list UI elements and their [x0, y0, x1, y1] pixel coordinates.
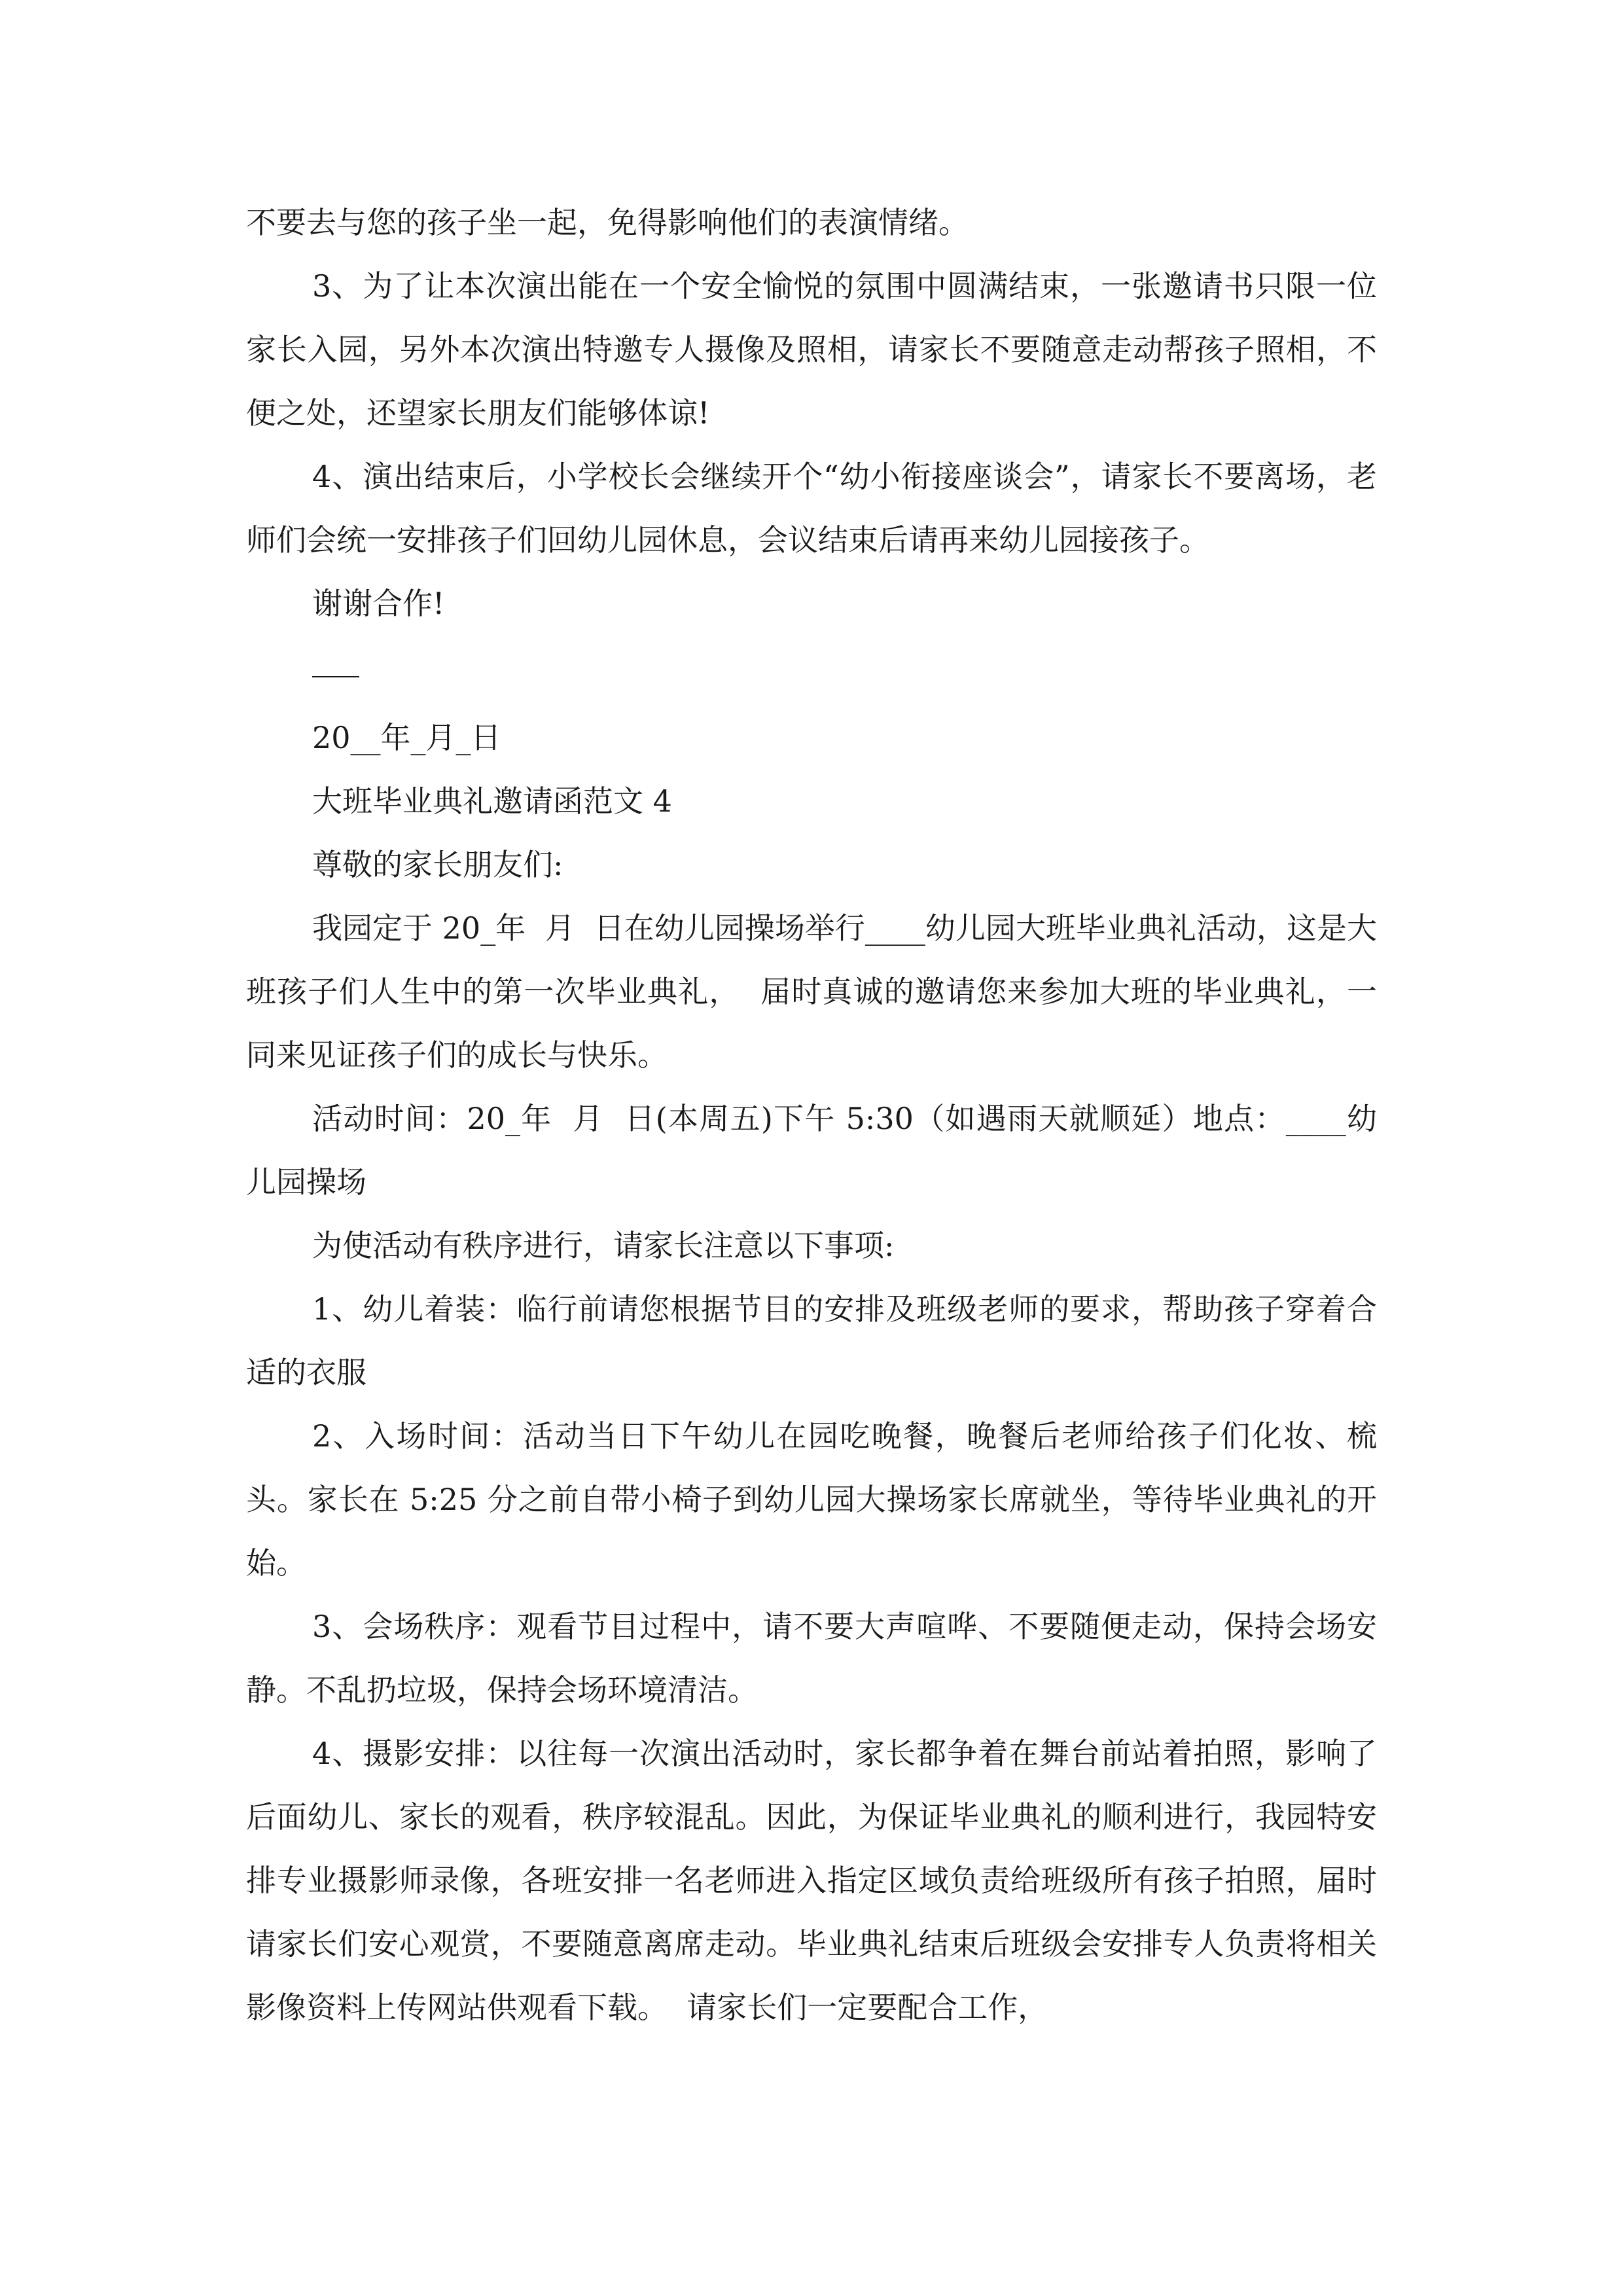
body-item-2: 2、入场时间：活动当日下午幼儿在园吃晚餐，晚餐后老师给孩子们化妆、梳头。家长在 5:25 分之前自带小椅子到幼儿园大操场家长席就坐，等待毕业典礼的开始。 [246, 1418, 1377, 1581]
body-intro: 我园定于 20_年 月 日在幼儿园操场举行____幼儿园大班毕业典礼活动，这是大班孩子们人生中的第一次毕业典礼， 届时真诚的邀请您来参加大班的毕业典礼，一同来见证孩子们的成长与快乐。 [246, 910, 1377, 1073]
greeting: 尊敬的家长朋友们: [312, 847, 563, 882]
body-item-3: 3、会场秩序：观看节目过程中，请不要大声喧哗、不要随便走动，保持会场安静。不乱扔垃圾，保持会场环境清洁。 [246, 1609, 1377, 1708]
body-time-place: 活动时间：20_年 月 日(本周五)下午 5:30（如遇雨天就顺延）地点：____幼儿园操场 [246, 1101, 1377, 1200]
paragraph-continuation: 不要去与您的孩子坐一起，免得影响他们的表演情绪。 [246, 205, 969, 240]
signature-blank [246, 636, 1377, 706]
document-content [246, 191, 1377, 2039]
paragraph-note-3: 3、为了让本次演出能在一个安全愉悦的氛围中圆满结束，一张邀请书只限一位家长入园，另外本次演出特邀专人摄像及照相，请家长不要随意走动帮孩子照相，不便之处，还望家长朋友们能够体谅! [246, 268, 1377, 431]
date-line: 20__年_月_日 [312, 720, 501, 755]
signature-underline [312, 676, 359, 677]
paragraph-thanks: 谢谢合作! [312, 586, 445, 621]
body-notice-header: 为使活动有秩序进行，请家长注意以下事项: [312, 1228, 895, 1263]
body-item-1: 1、幼儿着装：临行前请您根据节目的安排及班级老师的要求，帮助孩子穿着合适的衣服 [246, 1291, 1377, 1390]
body-item-4: 4、摄影安排：以往每一次演出活动时，家长都争着在舞台前站着拍照，影响了后面幼儿、家长的观看，秩序较混乱。因此，为保证毕业典礼的顺利进行，我园特安排专业摄影师录像，各班安排一名老师进入指定区域负责给班级所有孩子拍照，届时请家长们安心观赏，不要随意离席走动。毕业典礼结束后班级会安排专人负责将相关影像资料上传网站供观看下载。 请家长们一定要配合工作， [246, 1736, 1377, 2025]
section-title: 大班毕业典礼邀请函范文 4 [312, 783, 672, 819]
paragraph-note-4: 4、演出结束后，小学校长会继续开个“幼小衔接座谈会”，请家长不要离场，老师们会统一安排孩子们回幼儿园休息，会议结束后请再来幼儿园接孩子。 [246, 459, 1377, 558]
